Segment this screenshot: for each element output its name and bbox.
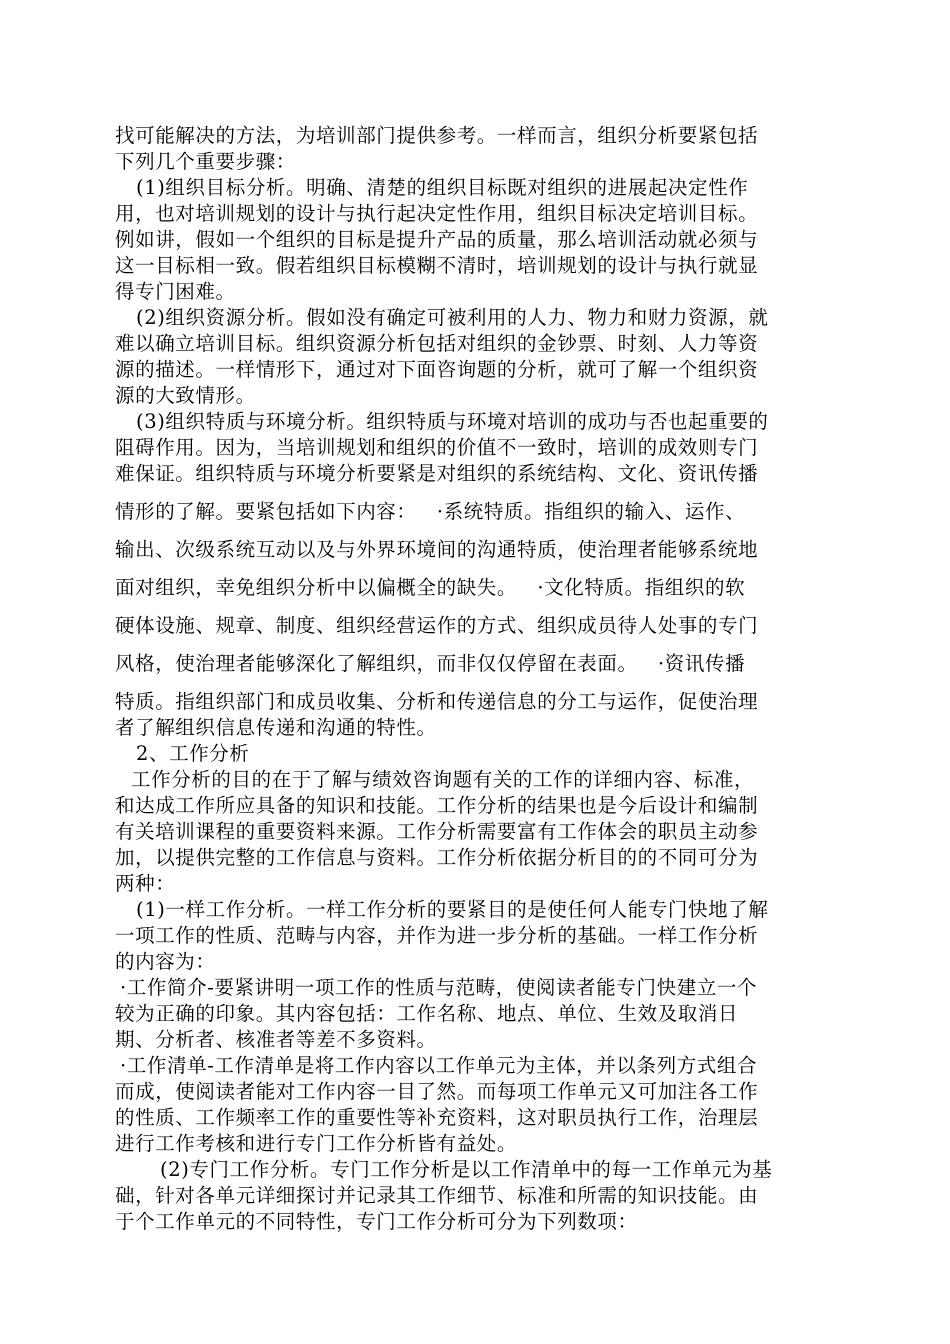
text-line: 的内容为： [115,950,216,973]
text-line: ·工作简介-要紧讲明一项工作的性质与范畴，使阅读者能专门快建立一个 [120,976,758,999]
text-line: 情形的了解。要紧包括如下内容： ·系统特质。指组织的输入、运作、 [115,500,746,523]
text-line: 者了解组织信息传递和沟通的特性。 [115,716,437,739]
text-line: 下列几个重要步骤： [115,150,296,173]
text-line: 源的大致情形。 [115,384,256,407]
text-line: 较为正确的印象。其内容包括：工作名称、地点、单位、生效及取消日 [115,1002,739,1025]
text-line: 难保证。组织特质与环境分析要紧是对组织的系统结构、文化、资讯传播 [115,462,759,485]
section-heading: 2、工作分析 [136,742,250,765]
text-line: 进行工作考核和进行专门工作分析皆有益处。 [115,1132,518,1155]
text-line: (1)一样工作分析。一样工作分析的要紧目的是使任何人能专门快地了解 [136,898,769,921]
text-line: 一项工作的性质、范畴与内容，并作为进一步分析的基础。一样工作分析 [115,924,759,947]
text-line: 这一目标相一致。假若组织目标模糊不清时，培训规划的设计与执行就显 [115,254,759,277]
text-line: 找可能解决的方法，为培训部门提供参考。一样而言，组织分析要紧包括 [115,124,759,147]
text-line: 的性质、工作频率工作的重要性等补充资料，这对职员执行工作，治理层 [115,1106,759,1129]
text-line: 风格，使治理者能够深化了解组织，而非仅仅停留在表面。 ·资讯传播 [115,652,746,675]
text-line: 用，也对培训规划的设计与执行起决定性作用，组织目标决定培训目标。 [115,202,759,225]
text-line: 特质。指组织部门和成员收集、分析和传递信息的分工与运作，促使治理 [115,690,759,713]
text-line: 输出、次级系统互动以及与外界环境间的沟通特质，使治理者能够系统地 [115,538,759,561]
text-line: (1)组织目标分析。明确、清楚的组织目标既对组织的进展起决定性作 [136,176,749,199]
text-line: (2)组织资源分析。假如没有确定可被利用的人力、物力和财力资源，就 [136,306,769,329]
text-line: 难以确立培训目标。组织资源分析包括对组织的金钞票、时刻、人力等资 [115,332,759,355]
text-line: 面对组织，幸免组织分析中以偏概全的缺失。 ·文化特质。指组织的软 [115,576,746,599]
text-line: 于个工作单元的不同特性，专门工作分析可分为下列数项： [115,1210,638,1233]
text-line: 而成，使阅读者能对工作内容一目了然。而每项工作单元又可加注各工作 [115,1080,759,1103]
text-line: 和达成工作所应具备的知识和技能。工作分析的结果也是今后设计和编制 [115,794,759,817]
text-line: 硬体设施、规章、制度、组织经营运作的方式、组织成员待人处事的专门 [115,614,759,637]
text-line: 源的描述。一样情形下，通过对下面咨询题的分析，就可了解一个组织资 [115,358,759,381]
text-line: 有关培训课程的重要资料来源。工作分析需要富有工作体会的职员主动参 [115,820,759,843]
text-line: (2)专门工作分析。专门工作分析是以工作清单中的每一工作单元为基 [160,1158,773,1181]
text-line: 两种： [115,872,176,895]
text-line: (3)组织特质与环境分析。组织特质与环境对培训的成功与否也起重要的 [136,410,769,433]
text-line: 得专门困难。 [115,280,236,303]
text-line: ·工作清单-工作清单是将工作内容以工作单元为主体，并以条列方式组合 [120,1054,758,1077]
text-line: 础，针对各单元详细探讨并记录其工作细节、标准和所需的知识技能。由 [115,1184,759,1207]
text-line: 期、分析者、核准者等差不多资料。 [115,1028,437,1051]
text-line: 例如讲，假如一个组织的目标是提升产品的质量，那么培训活动就必须与 [115,228,759,251]
text-line: 阻碍作用。因为，当培训规划和组织的价值不一致时，培训的成效则专门 [115,436,759,459]
text-line: 工作分析的目的在于了解与绩效咨询题有关的工作的详细内容、标准， [131,768,755,791]
text-line: 加，以提供完整的工作信息与资料。工作分析依据分析目的的不同可分为 [115,846,759,869]
